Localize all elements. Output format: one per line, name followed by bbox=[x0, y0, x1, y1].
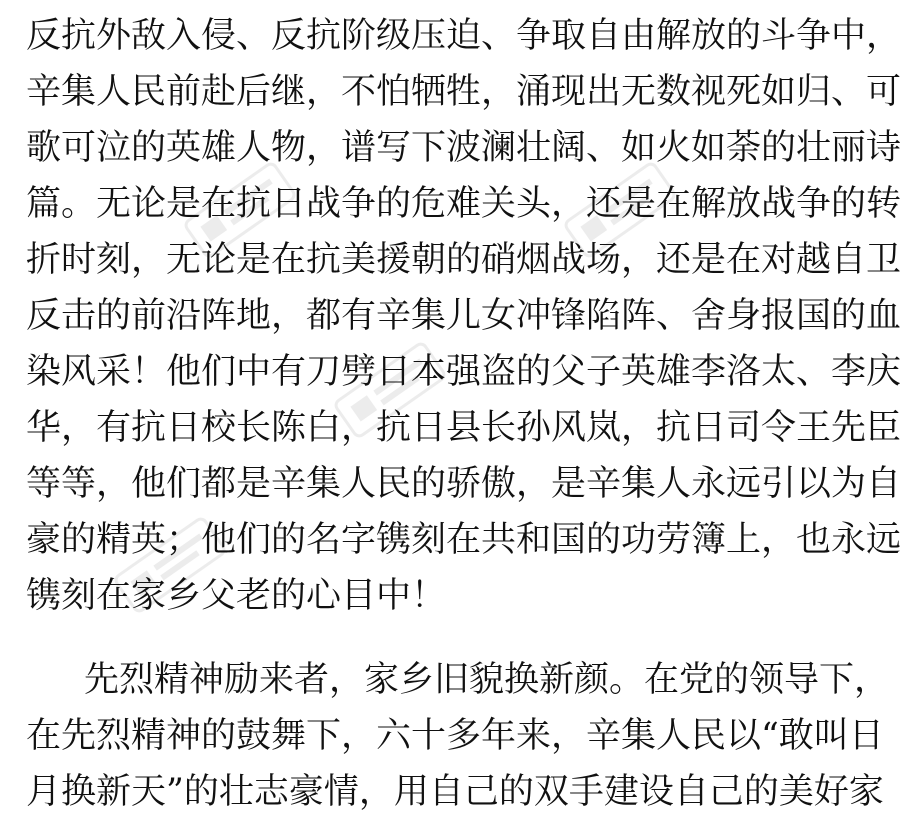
text-line: 折时刻，无论是在抗美援朝的硝烟战场，还是在对越自卫 bbox=[26, 240, 901, 280]
text-line: 豪的精英；他们的名字镌刻在共和国的功劳簿上，也永远 bbox=[26, 520, 901, 560]
text-line: 染风采！他们中有刀劈日本强盗的父子英雄李洛太、李庆 bbox=[26, 352, 901, 392]
paragraph-1 bbox=[26, 8, 901, 624]
text-line: 镌刻在家乡父老的心目中！ bbox=[26, 576, 447, 616]
text-line: 先烈精神励来者，家乡旧貌换新颜。在党的领导下， bbox=[84, 660, 890, 700]
text-line: 在先烈精神的鼓舞下，六十多年来，辛集人民以“敢叫日 bbox=[26, 716, 884, 756]
text-line: 歌可泣的英雄人物，谱写下波澜壮阔、如火如荼的壮丽诗 bbox=[26, 128, 901, 168]
text-line: 篇。无论是在抗日战争的危难关头，还是在解放战争的转 bbox=[26, 184, 901, 224]
text-line: 辛集人民前赴后继，不怕牺牲，涌现出无数视死如归、可 bbox=[26, 72, 901, 112]
text-line: 华，有抗日校长陈白，抗日县长孙风岚，抗日司令王先臣 bbox=[26, 408, 901, 448]
text-line: 月换新天”的壮志豪情，用自己的双手建设自己的美好家 bbox=[26, 772, 884, 812]
paragraph-2 bbox=[26, 652, 890, 820]
text-line: 反击的前沿阵地，都有辛集儿女冲锋陷阵、舍身报国的血 bbox=[26, 296, 901, 336]
text-line: 反抗外敌入侵、反抗阶级压迫、争取自由解放的斗争中， bbox=[26, 16, 901, 56]
text-line: 等等，他们都是辛集人民的骄傲，是辛集人永远引以为自 bbox=[26, 464, 901, 504]
